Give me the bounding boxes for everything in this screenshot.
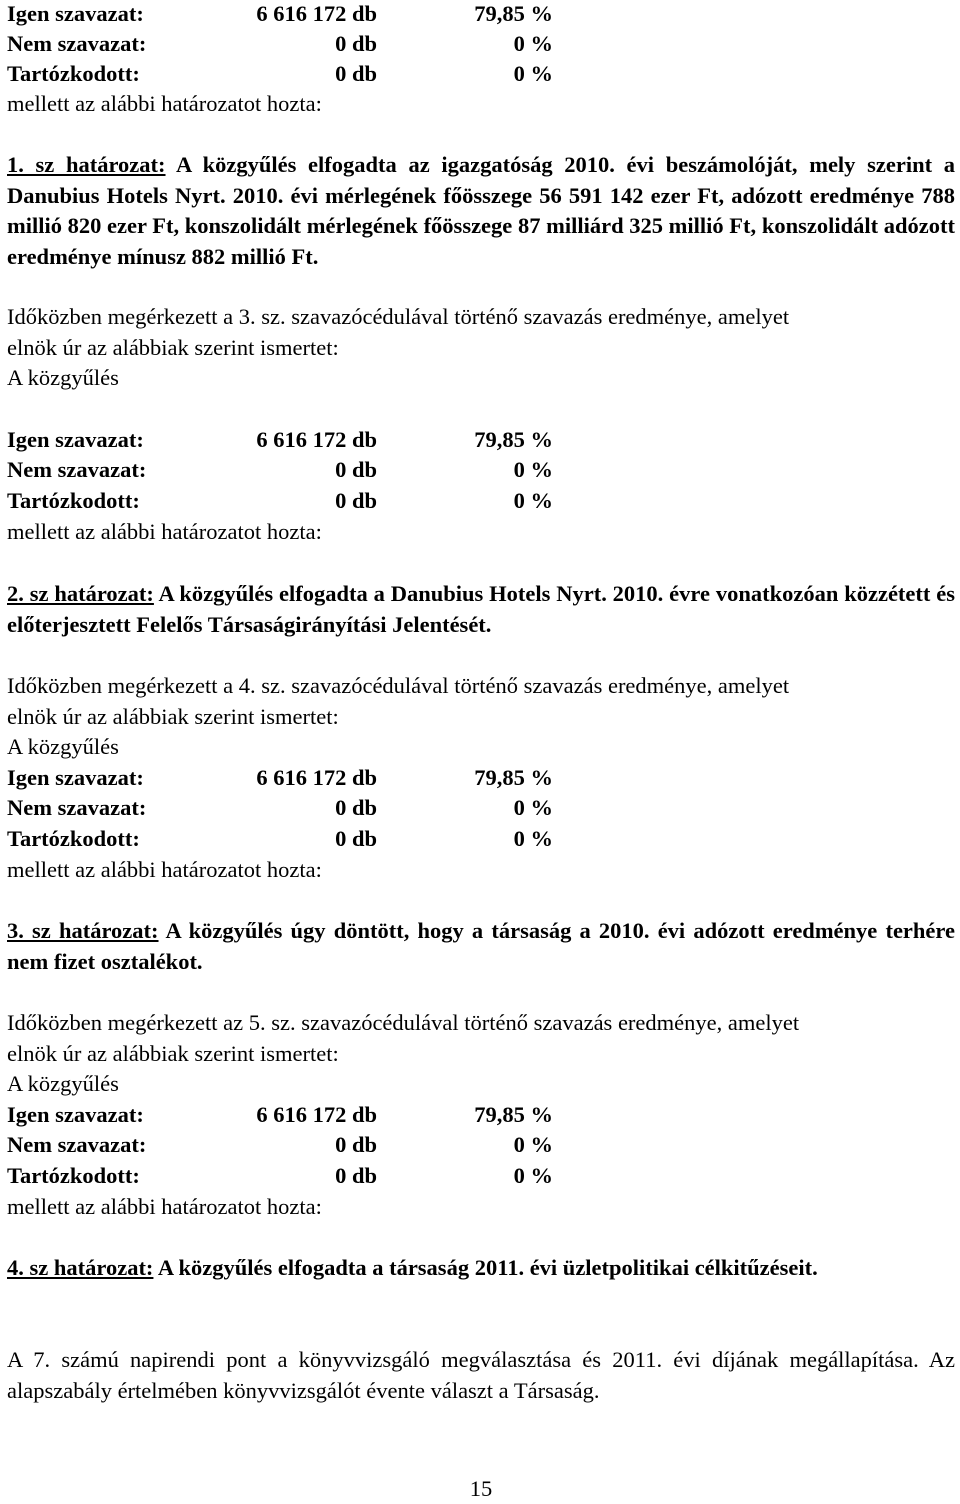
vote-abstain-row — [7, 486, 567, 516]
intro-line: Időközben megérkezett a 3. sz. szavazócédulával történő szavazás eredménye, amelyet — [7, 304, 790, 329]
vote-count: 0 db — [335, 795, 377, 820]
vote-no-row — [7, 1130, 567, 1160]
vote-percent: 0 % — [513, 457, 553, 482]
vote-yes-row — [7, 1100, 567, 1130]
resolution-text: A közgyűlés elfogadta az igazgatóság 2010. évi beszámolóját, mely szerint a Danubius Hotels Nyrt. 2010. évi mérlegének főösszege 56 591 142 ezer Ft, adózott eredménye 788 millió 820 ezer Ft, konszolidált mérlegének főösszege 87 milliárd 325 millió Ft, konszolidált adózott eredménye mínusz 882 millió Ft. — [7, 152, 955, 269]
intro-line: elnök úr az alábbiak szerint ismertet: — [7, 703, 339, 729]
vote-abstain-row — [7, 59, 567, 89]
vote-percent: 0 % — [513, 826, 553, 851]
vote-no-row — [7, 29, 567, 59]
vote-no-row — [7, 793, 567, 823]
intro-line: A közgyűlés — [7, 734, 119, 759]
vote-percent: 79,85 % — [474, 1, 553, 26]
vote-closing-text: mellett az alábbi határozatot hozta: — [7, 519, 322, 544]
vote-count: 0 db — [335, 826, 377, 851]
intro-paragraph — [7, 671, 955, 763]
vote-percent: 0 % — [513, 1163, 553, 1188]
intro-line: A közgyűlés — [7, 1071, 119, 1096]
vote-count: 0 db — [335, 61, 377, 86]
page-number: 15 — [469, 1476, 493, 1501]
vote-percent: 79,85 % — [474, 1102, 553, 1127]
vote-label: Igen szavazat: — [7, 1102, 144, 1127]
intro-line: Időközben megérkezett a 4. sz. szavazócédulával történő szavazás eredménye, amelyet — [7, 673, 790, 698]
vote-label: Nem szavazat: — [7, 457, 147, 482]
resolution-text: A közgyűlés elfogadta a Danubius Hotels Nyrt. 2010. évre vonatkozóan közzétett és előterjesztett Felelős Társaságirányítási Jelentését. — [7, 581, 955, 637]
vote-count: 6 616 172 db — [256, 1102, 377, 1127]
vote-percent: 79,85 % — [474, 765, 553, 790]
vote-closing-text: mellett az alábbi határozatot hozta: — [7, 91, 322, 116]
vote-label: Tartózkodott: — [7, 1163, 140, 1188]
vote-count: 0 db — [335, 1132, 377, 1157]
vote-count: 0 db — [335, 488, 377, 513]
vote-label: Nem szavazat: — [7, 795, 147, 820]
vote-count: 6 616 172 db — [256, 1, 377, 26]
vote-yes-row — [7, 763, 567, 793]
resolution-text: A közgyűlés elfogadta a társaság 2011. évi üzletpolitikai célkitűzéseit. — [153, 1255, 818, 1280]
resolution-4 — [7, 1253, 955, 1284]
resolution-2 — [7, 579, 955, 640]
resolution-label: 4. sz határozat: — [7, 1255, 154, 1280]
vote-percent: 0 % — [513, 31, 553, 56]
resolution-label: 1. sz határozat: — [7, 152, 166, 177]
vote-count: 0 db — [335, 1163, 377, 1188]
intro-paragraph — [7, 1008, 955, 1100]
resolution-label: 2. sz határozat: — [7, 581, 154, 606]
vote-percent: 0 % — [513, 61, 553, 86]
vote-percent: 0 % — [513, 795, 553, 820]
vote-count: 6 616 172 db — [256, 765, 377, 790]
resolution-1 — [7, 150, 955, 272]
vote-closing-text: mellett az alábbi határozatot hozta: — [7, 857, 322, 882]
vote-no-row — [7, 455, 567, 485]
intro-line: elnök úr az alábbiak szerint ismertet: — [7, 334, 339, 360]
resolution-text: A közgyűlés úgy döntött, hogy a társaság a 2010. évi adózott eredménye terhére nem fizet osztalékot. — [7, 918, 955, 974]
vote-yes-row — [7, 0, 567, 29]
vote-percent: 0 % — [513, 488, 553, 513]
vote-percent: 0 % — [513, 1132, 553, 1157]
vote-abstain-row — [7, 1161, 567, 1191]
vote-count: 0 db — [335, 457, 377, 482]
vote-count: 6 616 172 db — [256, 427, 377, 452]
resolution-3 — [7, 916, 955, 977]
intro-paragraph — [7, 302, 955, 394]
vote-label: Nem szavazat: — [7, 31, 147, 56]
intro-line: elnök úr az alábbiak szerint ismertet: — [7, 1040, 339, 1066]
vote-label: Igen szavazat: — [7, 427, 144, 452]
vote-closing-text: mellett az alábbi határozatot hozta: — [7, 1194, 322, 1219]
intro-line: Időközben megérkezett az 5. sz. szavazócédulával történő szavazás eredménye, amelyet — [7, 1010, 800, 1035]
vote-label: Igen szavazat: — [7, 1, 144, 26]
vote-percent: 79,85 % — [474, 427, 553, 452]
vote-label: Nem szavazat: — [7, 1132, 147, 1157]
vote-count: 0 db — [335, 31, 377, 56]
intro-line: A közgyűlés — [7, 365, 119, 390]
vote-yes-row — [7, 425, 567, 455]
vote-label: Igen szavazat: — [7, 765, 144, 790]
agenda-paragraph: A 7. számú napirendi pont a könyvvizsgáló megválasztása és 2011. évi díjának megállapítása. Az alapszabály értelmében könyvvizsgálót évente választ a Társaság. — [7, 1347, 955, 1403]
vote-label: Tartózkodott: — [7, 826, 140, 851]
vote-abstain-row — [7, 824, 567, 854]
vote-label: Tartózkodott: — [7, 61, 140, 86]
resolution-label: 3. sz határozat: — [7, 918, 159, 943]
vote-label: Tartózkodott: — [7, 488, 140, 513]
